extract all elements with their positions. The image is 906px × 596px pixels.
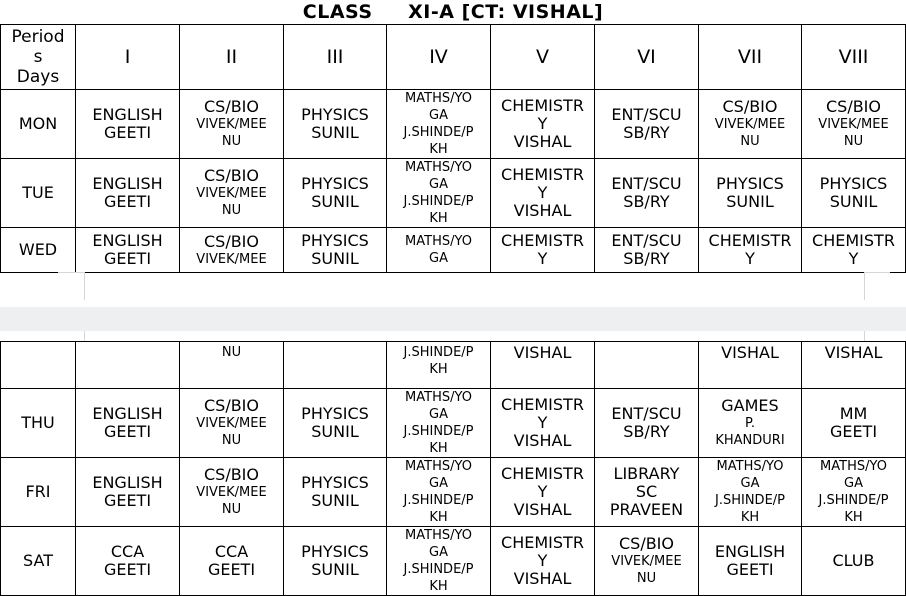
cell-line: ENGLISH xyxy=(92,231,163,250)
cell-line: GA xyxy=(429,545,448,560)
day-row xyxy=(1,389,906,458)
cell-line: VISHAL xyxy=(513,431,572,450)
cell-line: MATHS/YO xyxy=(405,459,472,474)
cell-line: P. xyxy=(745,416,755,431)
cell-line: Y xyxy=(537,183,548,202)
period-header: I xyxy=(76,25,180,90)
day-row xyxy=(1,228,906,273)
period-cell xyxy=(595,159,699,228)
cell-line: CHEMISTR xyxy=(501,165,584,184)
timetable-bottom xyxy=(0,341,906,596)
period-cell xyxy=(387,159,491,228)
cell-line: CHEMISTR xyxy=(501,464,584,483)
cell-line: VISHAL xyxy=(513,343,572,362)
cell-line: ENT/SCU xyxy=(611,231,682,250)
cell-line: VIVEK/MEE xyxy=(196,251,267,267)
cell-line: Y xyxy=(537,551,548,570)
timetable-title xyxy=(0,0,906,24)
period-cell xyxy=(802,458,906,527)
cell-line: NU xyxy=(221,203,242,218)
day-row xyxy=(1,159,906,228)
period-cell xyxy=(595,90,699,159)
cell-line: J.SHINDE/P xyxy=(403,562,474,577)
cell-line: VIVEK/MEE xyxy=(196,416,267,431)
cell-line: ENGLISH xyxy=(714,542,786,561)
period-cell xyxy=(180,389,284,458)
cell-line: CHEMISTR xyxy=(501,533,584,552)
period-cell xyxy=(491,342,595,389)
cell-line: GA xyxy=(844,476,863,491)
cell-line: SB/RY xyxy=(623,192,670,211)
cell-line: CS/BIO xyxy=(203,97,259,116)
period-cell xyxy=(387,228,491,273)
cell-line: GA xyxy=(429,177,448,192)
corner-line: Period xyxy=(11,27,65,47)
period-cell xyxy=(284,228,387,273)
cell-line: MATHS/YO xyxy=(405,390,472,405)
cell-line: VISHAL xyxy=(513,201,572,220)
period-cell xyxy=(802,342,906,389)
cell-line: PRAVEEN xyxy=(609,500,684,519)
cell-line: VIVEK/MEE xyxy=(196,485,267,500)
cell-line: J.SHINDE/P xyxy=(403,194,474,209)
cell-line: ENT/SCU xyxy=(611,105,682,124)
cell-line: GAMES xyxy=(721,396,779,415)
cell-line: J.SHINDE/P xyxy=(403,345,474,360)
cell-line: ENGLISH xyxy=(92,404,163,423)
cell-line: NU xyxy=(221,433,242,448)
cell-line: GEETI xyxy=(103,123,152,142)
cell-line: NU xyxy=(221,134,242,149)
period-cell xyxy=(284,389,387,458)
cell-line: VIVEK/MEE xyxy=(818,117,889,132)
period-cell xyxy=(387,389,491,458)
cell-line: CS/BIO xyxy=(722,97,778,116)
cell-line: CHEMISTR xyxy=(708,231,792,250)
period-header: II xyxy=(180,25,284,90)
cell-line: CLUB xyxy=(832,551,875,570)
cell-line: PHYSICS xyxy=(301,174,369,193)
period-cell xyxy=(76,228,180,273)
cell-line: PHYSICS xyxy=(301,231,369,250)
cell-line: Y xyxy=(537,482,548,501)
cell-line: KHANDURI xyxy=(715,433,785,448)
cell-line: J.SHINDE/P xyxy=(818,493,889,508)
cell-line: GA xyxy=(740,476,760,491)
cell-line: GA xyxy=(429,476,448,491)
period-cell xyxy=(284,342,387,389)
period-cell xyxy=(699,228,802,273)
cell-line: J.SHINDE/P xyxy=(403,424,474,439)
cell-line: CS/BIO xyxy=(203,465,259,484)
period-cell xyxy=(76,389,180,458)
period-cell xyxy=(284,527,387,596)
cell-line: PHYSICS xyxy=(301,105,369,124)
cell-line: MM xyxy=(839,404,868,423)
cell-line: MATHS/YO xyxy=(405,234,472,249)
cell-line: GEETI xyxy=(829,422,878,441)
header-row xyxy=(1,25,906,90)
cell-line: NU xyxy=(636,571,657,586)
cell-line: KH xyxy=(429,362,448,377)
cell-line: CS/BIO xyxy=(203,231,259,251)
period-cell xyxy=(76,90,180,159)
cell-line: VISHAL xyxy=(824,343,883,362)
period-cell xyxy=(387,527,491,596)
cell-line: MATHS/YO xyxy=(405,160,472,175)
cell-line: GEETI xyxy=(726,560,774,579)
cell-line: ENT/SCU xyxy=(611,174,682,193)
period-cell xyxy=(491,458,595,527)
period-cell xyxy=(699,90,802,159)
period-cell xyxy=(699,389,802,458)
day-label: TUE xyxy=(1,159,76,228)
cell-line: J.SHINDE/P xyxy=(403,493,474,508)
cell-line: CS/BIO xyxy=(618,534,674,553)
cell-line: SUNIL xyxy=(311,192,359,211)
cell-line: NU xyxy=(221,502,242,517)
page-corner-mark xyxy=(864,272,890,273)
cell-line: KH xyxy=(429,510,448,525)
cell-line: SB/RY xyxy=(623,249,670,268)
period-cell xyxy=(284,90,387,159)
cell-line: GEETI xyxy=(103,192,152,211)
page-break-gap xyxy=(0,307,906,331)
cell-line: KH xyxy=(740,510,760,525)
period-cell xyxy=(699,159,802,228)
periods-days-header xyxy=(1,25,76,90)
cell-line: ENGLISH xyxy=(92,105,163,124)
cell-line: MATHS/YO xyxy=(405,528,472,543)
page-corner-mark xyxy=(864,272,865,300)
cell-line: Y xyxy=(537,413,548,432)
period-cell xyxy=(180,228,284,273)
cell-line: VIVEK/MEE xyxy=(196,117,267,132)
cell-line: VISHAL xyxy=(513,500,572,519)
cell-line: GEETI xyxy=(103,560,152,579)
cell-line: KH xyxy=(429,211,448,226)
cell-line: J.SHINDE/P xyxy=(403,125,474,140)
page-corner-mark xyxy=(864,331,865,341)
period-cell xyxy=(699,342,802,389)
period-cell xyxy=(387,342,491,389)
cell-line: SUNIL xyxy=(311,422,359,441)
cell-line: MATHS/YO xyxy=(405,91,472,106)
period-header: VII xyxy=(699,25,802,90)
period-cell xyxy=(802,159,906,228)
cell-line: LIBRARY xyxy=(613,464,680,483)
cell-line: J.SHINDE/P xyxy=(715,493,785,508)
period-cell xyxy=(595,342,699,389)
period-header: IV xyxy=(387,25,491,90)
cell-line: PHYSICS xyxy=(301,542,369,561)
cell-line: GA xyxy=(429,251,448,266)
period-cell xyxy=(387,90,491,159)
cell-line: VISHAL xyxy=(513,132,572,151)
cell-line: PHYSICS xyxy=(716,174,784,193)
period-cell xyxy=(180,458,284,527)
period-cell xyxy=(595,389,699,458)
cell-line: KH xyxy=(429,579,448,594)
cell-line: Y xyxy=(848,249,859,268)
cell-line: NU xyxy=(740,134,760,149)
cell-line: CCA xyxy=(110,542,145,561)
period-cell xyxy=(802,228,906,273)
cell-line: VIVEK/MEE xyxy=(611,554,682,569)
cell-line: CHEMISTR xyxy=(501,395,584,414)
cell-line: ENGLISH xyxy=(92,174,163,193)
timetable-top xyxy=(0,24,906,273)
cell-line: CS/BIO xyxy=(203,166,259,185)
cell-line: Y xyxy=(745,249,755,268)
period-cell xyxy=(180,527,284,596)
day-label: SAT xyxy=(1,527,76,596)
cell-line: SUNIL xyxy=(311,123,359,142)
cell-line: SUNIL xyxy=(311,560,359,579)
cell-line: VIVEK/MEE xyxy=(196,186,267,201)
period-header: V xyxy=(491,25,595,90)
period-cell xyxy=(491,527,595,596)
cell-line: KH xyxy=(429,441,448,456)
cell-line: GA xyxy=(429,108,448,123)
period-cell xyxy=(491,228,595,273)
period-cell xyxy=(76,458,180,527)
period-cell xyxy=(180,90,284,159)
page-corner-mark xyxy=(84,331,85,341)
cell-line: Y xyxy=(537,114,548,133)
period-cell xyxy=(595,228,699,273)
cell-line: VIVEK/MEE xyxy=(714,117,786,132)
day-label: FRI xyxy=(1,458,76,527)
period-cell xyxy=(284,159,387,228)
cell-line: SC xyxy=(635,482,658,501)
cell-line: SB/RY xyxy=(623,123,670,142)
cell-line: Y xyxy=(537,249,548,268)
cell-line: SUNIL xyxy=(829,192,878,211)
day-label: THU xyxy=(1,389,76,458)
cell-line: GEETI xyxy=(207,560,256,579)
day-label: MON xyxy=(1,90,76,159)
cell-line: MATHS/YO xyxy=(716,459,784,474)
period-cell xyxy=(76,342,180,389)
class-label: CLASS xyxy=(302,1,373,23)
cell-line: KH xyxy=(844,510,863,525)
period-cell xyxy=(387,458,491,527)
cell-line: NU xyxy=(221,345,242,360)
cell-line: SUNIL xyxy=(311,249,359,268)
period-cell xyxy=(180,342,284,389)
day-row xyxy=(1,527,906,596)
period-cell xyxy=(802,527,906,596)
period-cell xyxy=(180,159,284,228)
cell-line: PHYSICS xyxy=(301,404,369,423)
cell-line: GEETI xyxy=(103,491,152,510)
cell-line: CS/BIO xyxy=(825,97,881,116)
cell-line: VISHAL xyxy=(721,343,779,362)
cell-line: CHEMISTR xyxy=(501,96,584,115)
period-cell xyxy=(802,389,906,458)
period-cell xyxy=(699,527,802,596)
day-row xyxy=(1,458,906,527)
period-cell xyxy=(802,90,906,159)
cell-line: PHYSICS xyxy=(819,174,888,193)
day-label: WED xyxy=(1,228,76,273)
day-label xyxy=(1,342,76,389)
period-cell xyxy=(76,527,180,596)
class-name: XI-A [CT: VISHAL] xyxy=(408,1,604,23)
period-cell xyxy=(491,90,595,159)
corner-line: s xyxy=(33,47,43,67)
cell-line: ENGLISH xyxy=(92,473,163,492)
period-cell xyxy=(595,458,699,527)
period-cell xyxy=(76,159,180,228)
period-header: VIII xyxy=(802,25,906,90)
cell-line: VISHAL xyxy=(513,569,572,588)
period-cell xyxy=(491,389,595,458)
period-cell xyxy=(491,159,595,228)
cell-line: GA xyxy=(429,407,448,422)
cell-line: CHEMISTR xyxy=(501,231,584,250)
period-header: VI xyxy=(595,25,699,90)
corner-line: Days xyxy=(16,67,60,87)
period-cell xyxy=(284,458,387,527)
cell-line: MATHS/YO xyxy=(820,459,887,474)
period-header: III xyxy=(284,25,387,90)
cell-line: CHEMISTR xyxy=(812,231,895,250)
cell-line: CS/BIO xyxy=(203,396,259,415)
page-corner-mark xyxy=(58,272,84,273)
cell-line: SUNIL xyxy=(726,192,774,211)
cell-line: SB/RY xyxy=(623,422,670,441)
page-corner-mark xyxy=(84,272,85,300)
cell-line: PHYSICS xyxy=(301,473,369,492)
cell-line: NU xyxy=(843,134,864,149)
period-cell xyxy=(595,527,699,596)
cell-line: GEETI xyxy=(103,249,152,268)
cell-line: ENT/SCU xyxy=(611,404,682,423)
cell-line: CCA xyxy=(214,542,249,561)
day-row xyxy=(1,90,906,159)
continued-row xyxy=(1,342,906,389)
cell-line: SUNIL xyxy=(311,491,359,510)
cell-line: KH xyxy=(429,142,448,157)
cell-line: GEETI xyxy=(103,422,152,441)
period-cell xyxy=(699,458,802,527)
